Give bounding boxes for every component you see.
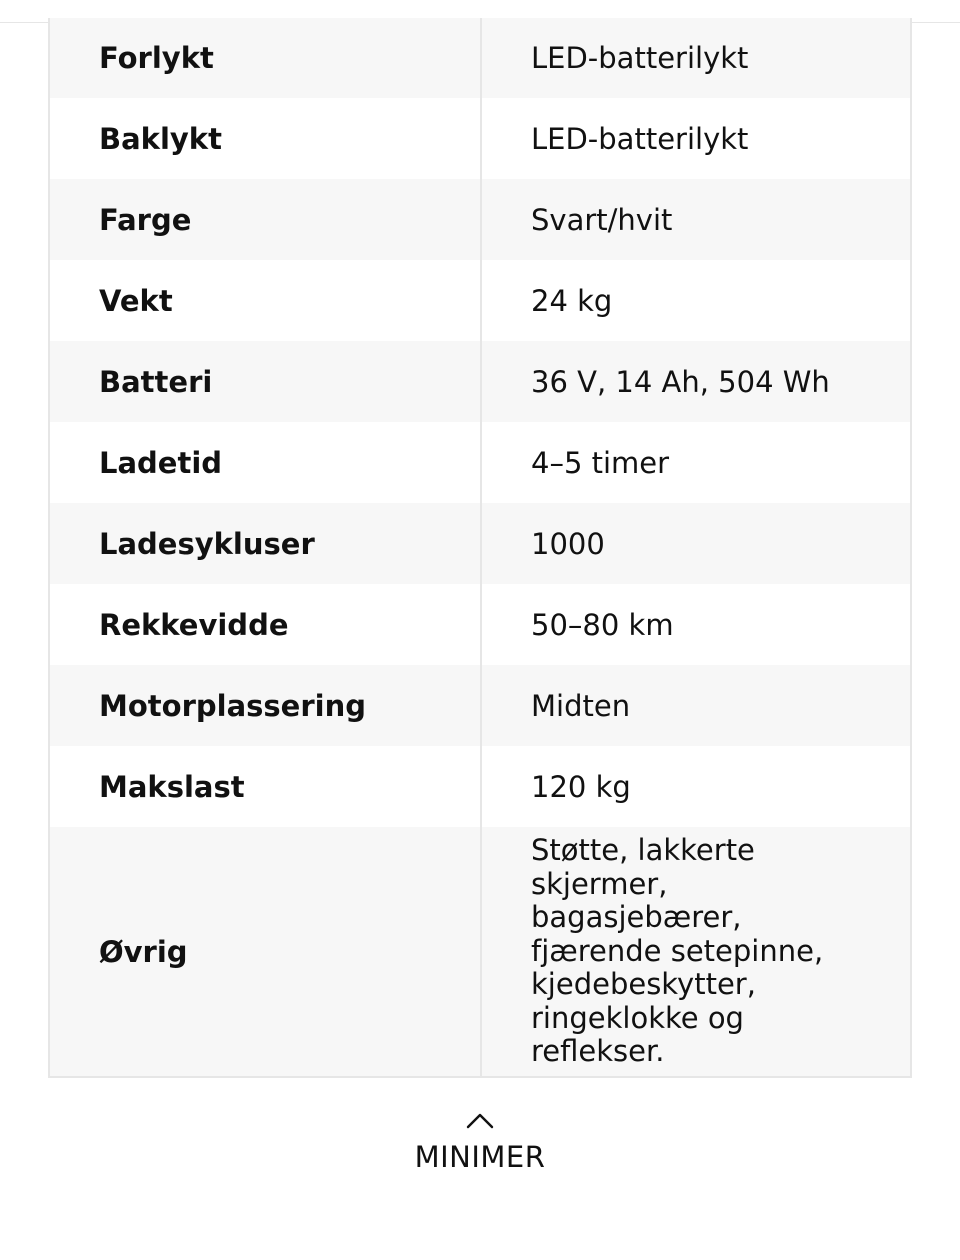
spec-label: Rekkevidde bbox=[49, 584, 481, 665]
spec-label: Øvrig bbox=[49, 827, 481, 1077]
spec-row-vekt bbox=[49, 260, 911, 341]
chevron-up-icon bbox=[465, 1112, 495, 1130]
spec-value: Midten bbox=[481, 665, 911, 746]
minimize-button[interactable] bbox=[380, 1112, 580, 1192]
spec-row-ovrig bbox=[49, 827, 911, 1077]
spec-row-ladetid bbox=[49, 422, 911, 503]
spec-value: Svart/hvit bbox=[481, 179, 911, 260]
spec-label: Forlykt bbox=[49, 18, 481, 98]
spec-row-farge bbox=[49, 179, 911, 260]
spec-label: Ladetid bbox=[49, 422, 481, 503]
spec-label: Farge bbox=[49, 179, 481, 260]
spec-row-ladesykluser bbox=[49, 503, 911, 584]
spec-value: 120 kg bbox=[481, 746, 911, 827]
spec-value: 50–80 km bbox=[481, 584, 911, 665]
spec-label: Vekt bbox=[49, 260, 481, 341]
spec-row-motorplassering bbox=[49, 665, 911, 746]
spec-label: Motorplassering bbox=[49, 665, 481, 746]
spec-value: 24 kg bbox=[481, 260, 911, 341]
spec-value: 4–5 timer bbox=[481, 422, 911, 503]
spec-row-batteri bbox=[49, 341, 911, 422]
spec-value: LED-batterilykt bbox=[481, 18, 911, 98]
spec-row-forlykt bbox=[49, 18, 911, 98]
spec-label: Baklykt bbox=[49, 98, 481, 179]
specifications-table bbox=[48, 18, 912, 1078]
minimize-label: MINIMER bbox=[414, 1140, 546, 1174]
spec-label: Makslast bbox=[49, 746, 481, 827]
spec-row-makslast bbox=[49, 746, 911, 827]
spec-row-rekkevidde bbox=[49, 584, 911, 665]
spec-label: Ladesykluser bbox=[49, 503, 481, 584]
spec-value: Støtte, lakkerte skjermer, bagasjebærer, fjærende setepinne, kjedebeskytter, ringeklokke og reflekser. bbox=[481, 827, 911, 1077]
spec-value: 36 V, 14 Ah, 504 Wh bbox=[481, 341, 911, 422]
spec-value: 1000 bbox=[481, 503, 911, 584]
spec-value: LED-batterilykt bbox=[481, 98, 911, 179]
spec-label: Batteri bbox=[49, 341, 481, 422]
spec-row-baklykt bbox=[49, 98, 911, 179]
